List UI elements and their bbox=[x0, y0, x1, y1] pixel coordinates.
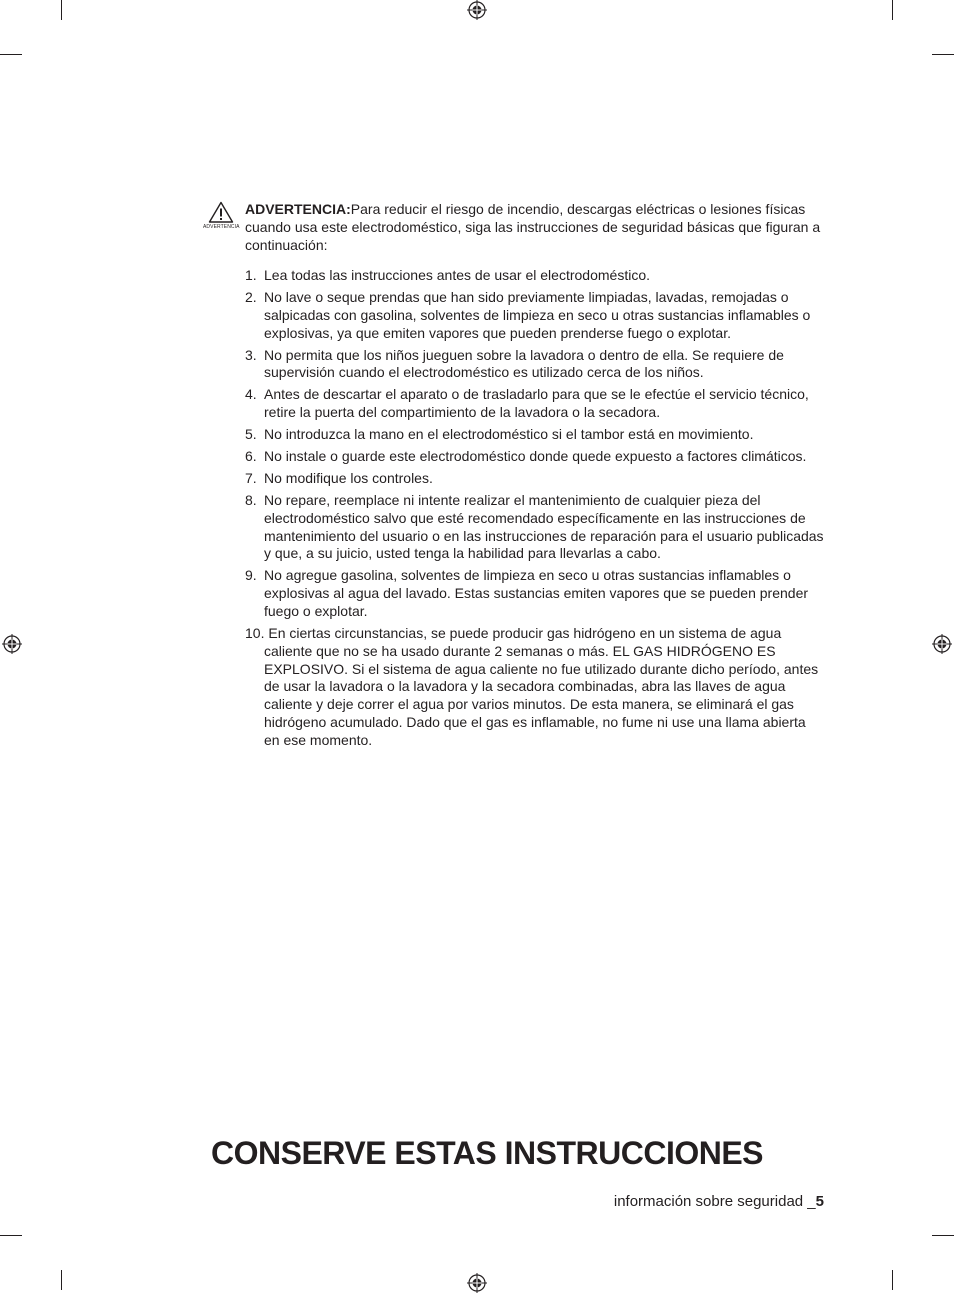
warning-text: Para reducir el riesgo de incendio, descargas eléctricas o lesiones físicas cuando usa este electrodoméstico, siga las instrucciones de seguridad básicas que figuran a continuación: bbox=[245, 201, 821, 253]
warning-intro bbox=[245, 200, 825, 254]
list-item bbox=[245, 426, 825, 444]
crop-mark-top-right bbox=[892, 0, 893, 20]
item-text: No introduzca la mano en el electrodoméstico si el tambor está en movimiento. bbox=[264, 426, 754, 443]
item-number: 1. bbox=[245, 267, 257, 283]
item-text: No agregue gasolina, solventes de limpieza en seco u otras sustancias inflamables o explosivas al agua del lavado. Estas sustancias emiten vapores que se pueden prender fuego o explotar. bbox=[264, 567, 809, 620]
warning-title: ADVERTENCIA: bbox=[245, 201, 351, 217]
item-text: No permita que los niños jueguen sobre la lavadora o dentro de ella. Se requiere de supervisión cuando el electrodoméstico es utilizado cerca de los niños. bbox=[264, 346, 784, 381]
crop-mark-right-bottom bbox=[932, 1235, 954, 1236]
item-text: No repare, reemplace ni intente realizar el mantenimiento de cualquier pieza del electrodoméstico salvo que esté recomendado específicamente en las instrucciones de mantenimiento del usuario o en las instrucciones de reparación para el usuario publicadas y que, a su juicio, usted tenga la habilidad para llevarlas a cabo. bbox=[264, 492, 824, 562]
item-number: 4. bbox=[245, 386, 257, 403]
list-item bbox=[245, 567, 825, 620]
item-number: 5. bbox=[245, 426, 257, 443]
item-text: Antes de descartar el aparato o de trasladarlo para que se le efectúe el servicio técnico, retire la puerta del compartimiento de la lavadora o la secadora. bbox=[264, 386, 809, 421]
page-footer bbox=[614, 1192, 824, 1212]
list-item bbox=[245, 625, 825, 750]
footer-section: información sobre seguridad _ bbox=[613, 1193, 816, 1210]
crop-mark-bottom-left bbox=[61, 1270, 62, 1290]
item-number: 9. bbox=[245, 567, 257, 584]
list-item bbox=[245, 470, 825, 488]
registration-mark-right bbox=[932, 634, 952, 654]
crop-mark-right-top bbox=[932, 54, 954, 55]
safety-instructions-list bbox=[245, 267, 825, 754]
item-number: 6. bbox=[245, 448, 257, 465]
item-text: No instale o guarde este electrodoméstico donde quede expuesto a factores climáticos. bbox=[264, 448, 807, 465]
list-item bbox=[245, 267, 825, 285]
item-number: 7. bbox=[245, 470, 257, 487]
page-heading: CONSERVE ESTAS INSTRUCCIONES bbox=[211, 1135, 764, 1171]
warning-triangle-icon bbox=[208, 201, 234, 223]
item-text: Lea todas las instrucciones antes de usar el electrodoméstico. bbox=[264, 267, 650, 283]
list-item bbox=[245, 386, 825, 422]
list-item bbox=[245, 448, 825, 466]
item-text: En ciertas circunstancias, se puede producir gas hidrógeno en un sistema de agua caliente que no se ha usado durante 2 semanas o más. EL GAS HIDRÓGENO ES EXPLOSIVO. Si el sistema de agua caliente no fue utilizado durante dicho período, antes de usar la lavadora o la lavadora y la secadora combinadas, abra las llaves de agua caliente y deje correr el agua por varios minutos. De esta manera, se eliminará el gas hidrógeno acumulado. Dado que el gas es inflamable, no fume ni use una llama abierta en ese momento. bbox=[264, 625, 819, 748]
crop-mark-left-top bbox=[0, 54, 22, 55]
crop-mark-bottom-right bbox=[892, 1270, 893, 1290]
warning-icon-block bbox=[203, 201, 239, 235]
item-number: 3. bbox=[245, 346, 257, 363]
warning-icon-label: ADVERTENCIA bbox=[203, 224, 240, 230]
item-text: No lave o seque prendas que han sido previamente limpiadas, lavadas, remojadas o salpicadas con gasolina, solventes de limpieza en seco u otras sustancias inflamables o explosivas, ya que emiten vapores que pueden prenderse fuego o explotar. bbox=[264, 288, 811, 341]
crop-mark-top-left bbox=[61, 0, 62, 20]
list-item bbox=[245, 492, 825, 563]
page-number: 5 bbox=[815, 1193, 824, 1210]
registration-mark-bottom bbox=[467, 1273, 487, 1293]
list-item bbox=[245, 289, 825, 342]
item-number: 8. bbox=[245, 492, 257, 509]
item-text: No modifique los controles. bbox=[264, 470, 433, 487]
item-number: 2. bbox=[245, 288, 257, 305]
registration-mark-left bbox=[2, 634, 22, 654]
item-number: 10. bbox=[245, 625, 265, 642]
list-item bbox=[245, 347, 825, 383]
registration-mark-top bbox=[467, 0, 487, 20]
crop-mark-left-bottom bbox=[0, 1235, 22, 1236]
